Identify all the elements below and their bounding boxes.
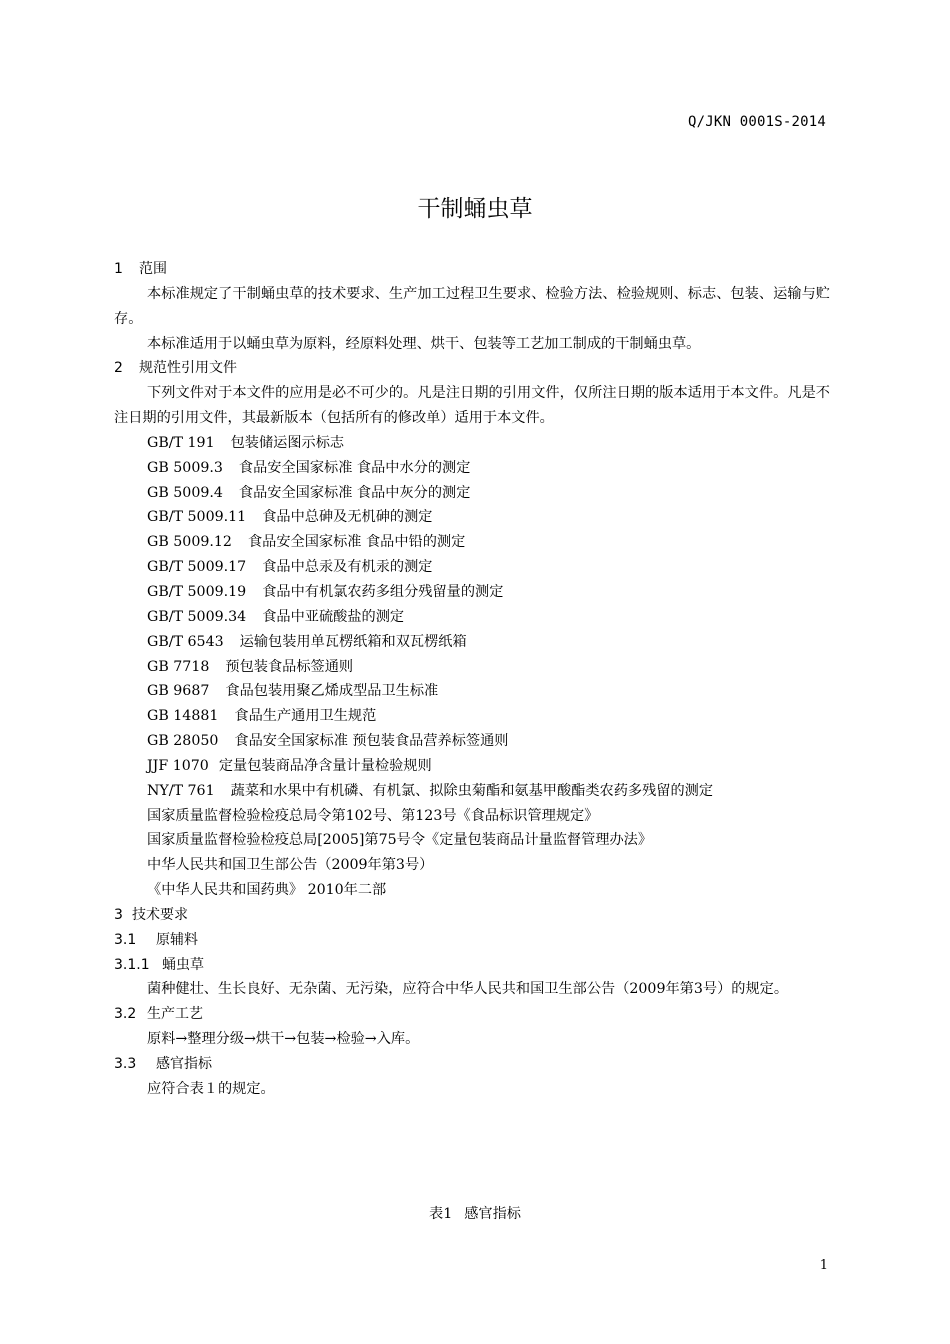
subsection-heading-3-2: 3.2 生产工艺 [114, 1006, 203, 1023]
reference-item: GB 5009.12 食品安全国家标准 食品中铅的测定 [147, 534, 466, 551]
section-heading-1: 1 范围 [114, 261, 167, 277]
reference-item: 中华人民共和国卫生部公告（2009年第3号） [147, 857, 434, 874]
section-heading-3: 3 技术要求 [114, 906, 188, 923]
reference-item: GB 9687 食品包装用聚乙烯成型品卫生标准 [147, 683, 439, 700]
paragraph: 本标准适用于以蛹虫草为原料，经原料处理、烘干、包装等工艺加工制成的干制蛹虫草。 [147, 335, 701, 352]
reference-item: JJF 1070 定量包装商品净含量计量检验规则 [147, 757, 432, 774]
reference-item: GB 28050 食品安全国家标准 预包装食品营养标签通则 [147, 733, 509, 750]
reference-item: GB 14881 食品生产通用卫生规范 [147, 708, 377, 725]
paragraph: 菌种健壮、生长良好、无杂菌、无污染，应符合中华人民共和国卫生部公告（2009年第3号）的规定。 [147, 981, 789, 998]
paragraph: 下列文件对于本文件的应用是必不可少的。凡是注日期的引用文件，仅所注日期的版本适用于本文件。凡是不注日期的引用文件，其最新版本（包括所有的修改单）适用于本文件。 [114, 385, 830, 427]
standard-number: Q/JKN 0001S-2014 [687, 114, 826, 130]
reference-item: GB/T 191 包装储运图示标志 [147, 434, 345, 451]
reference-item: GB/T 5009.17 食品中总汞及有机汞的测定 [147, 559, 433, 576]
reference-item: GB/T 5009.11 食品中总砷及无机砷的测定 [147, 509, 433, 526]
reference-item: 《中华人民共和国药典》 2010年二部 [147, 882, 387, 899]
reference-item: 国家质量监督检验检疫总局令第102号、第123号《食品标识管理规定》 [147, 807, 599, 824]
reference-item: GB/T 6543 运输包装用单瓦楞纸箱和双瓦楞纸箱 [147, 633, 467, 650]
paragraph: 本标准规定了干制蛹虫草的技术要求、生产加工过程卫生要求、检验方法、检验规则、标志、包装、运输与贮存。 [114, 285, 830, 327]
page-number: 1 [819, 1258, 828, 1273]
section-heading-2: 2 规范性引用文件 [114, 360, 237, 377]
reference-item: GB/T 5009.19 食品中有机氯农药多组分残留量的测定 [147, 583, 504, 600]
reference-item: GB 5009.3 食品安全国家标准 食品中水分的测定 [147, 459, 471, 476]
subsection-heading-3-1-1: 3.1.1 蛹虫草 [114, 956, 204, 973]
reference-item: NY/T 761 蔬菜和水果中有机磷、有机氯、拟除虫菊酯和氨基甲酸酯类农药多残留的测定 [147, 782, 714, 799]
document-title: 干制蛹虫草 [417, 196, 533, 222]
reference-item: GB/T 5009.34 食品中亚硫酸盐的测定 [147, 608, 405, 625]
subsection-heading-3-3: 3.3 感官指标 [114, 1056, 212, 1072]
reference-item: GB 7718 预包装食品标签通则 [147, 658, 354, 675]
table-caption: 表1 感官指标 [429, 1206, 521, 1222]
paragraph: 应符合表１的规定。 [147, 1080, 275, 1097]
reference-item: 国家质量监督检验检疫总局[2005]第75号令《定量包装商品计量监督管理办法》 [147, 832, 653, 849]
reference-item: GB 5009.4 食品安全国家标准 食品中灰分的测定 [147, 484, 471, 501]
paragraph: 原料→整理分级→烘干→包装→检验→入库。 [147, 1031, 420, 1048]
subsection-heading-3-1: 3.1 原辅料 [114, 931, 198, 948]
document-body [114, 257, 830, 1102]
